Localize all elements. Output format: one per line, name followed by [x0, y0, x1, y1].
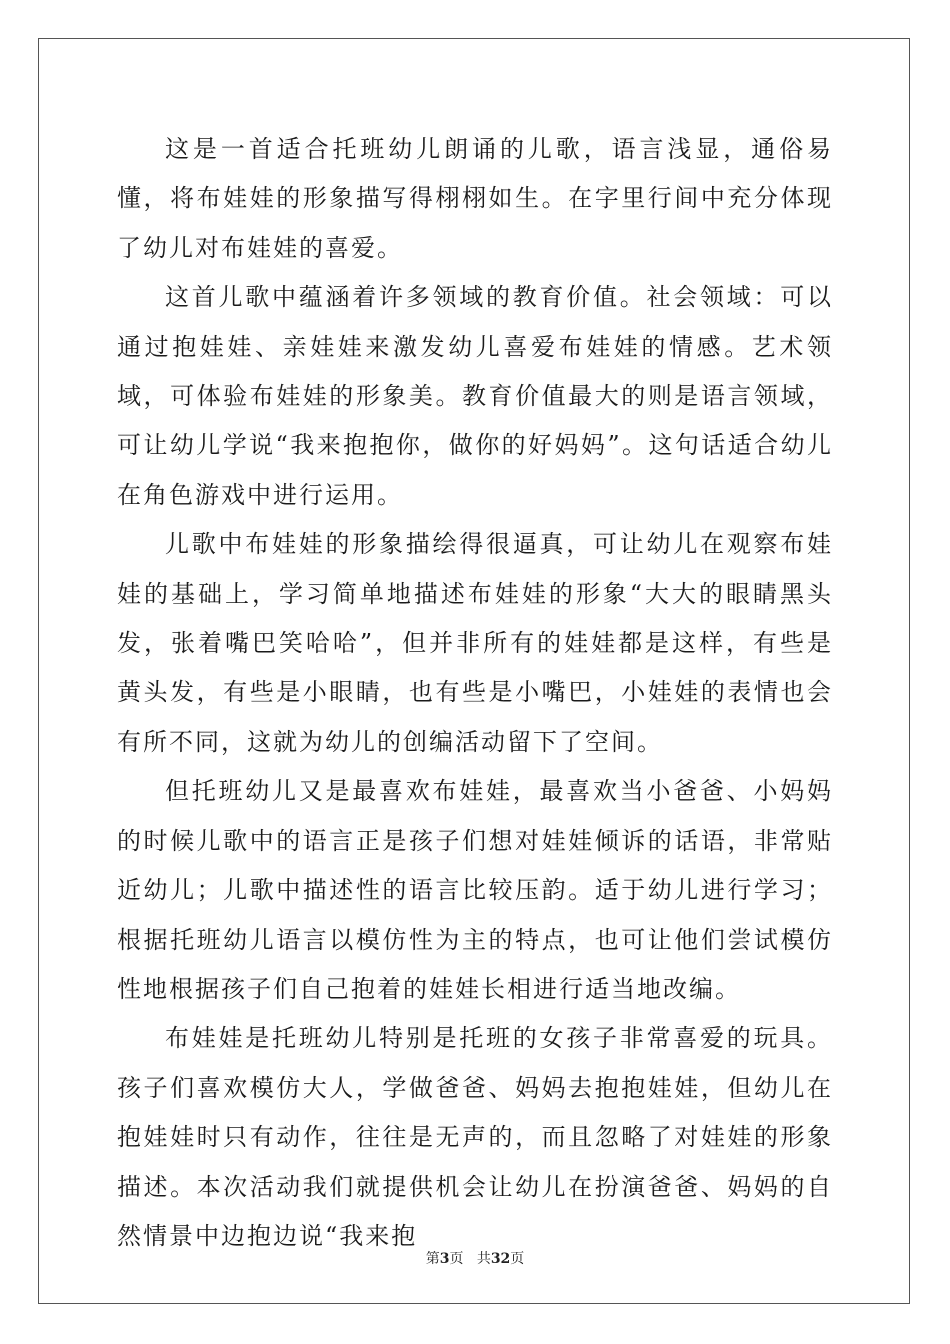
paragraph-1: 这是一首适合托班幼儿朗诵的儿歌，语言浅显，通俗易懂，将布娃娃的形象描写得栩栩如生。在字里行间中充分体现了幼儿对布娃娃的喜爱。	[117, 135, 833, 262]
page-footer	[0, 1248, 950, 1268]
page-mid: 页	[449, 1251, 464, 1267]
total-suffix: 页	[510, 1251, 525, 1267]
total-prefix: 共	[476, 1251, 491, 1267]
page-total-number: 32	[490, 1251, 511, 1267]
paragraph-5: 布娃娃是托班幼儿特别是托班的女孩子非常喜爱的玩具。孩子们喜欢模仿大人，学做爸爸、妈妈去抱抱娃娃，但幼儿在抱娃娃时只有动作，往往是无声的，而且忽略了对娃娃的形象描述。本次活动我们就提供机会让幼儿在扮演爸爸、妈妈的自然情景中边抱边说“我来抱	[117, 1024, 833, 1250]
document-body	[117, 125, 833, 1261]
paragraph-2: 这首儿歌中蕴涵着许多领域的教育价值。社会领域：可以通过抱娃娃、亲娃娃来激发幼儿喜爱布娃娃的情感。艺术领域，可体验布娃娃的形象美。教育价值最大的则是语言领域，可让幼儿学说“我来抱抱你，做你的好妈妈”。这句话适合幼儿在角色游戏中进行运用。	[117, 283, 833, 509]
paragraph-4: 但托班幼儿又是最喜欢布娃娃，最喜欢当小爸爸、小妈妈的时候儿歌中的语言正是孩子们想对娃娃倾诉的话语，非常贴近幼儿；儿歌中描述性的语言比较压韵。适于幼儿进行学习；根据托班幼儿语言以模仿性为主的特点，也可让他们尝试模仿性地根据孩子们自己抱着的娃娃长相进行适当地改编。	[117, 777, 833, 1003]
paragraph-3: 儿歌中布娃娃的形象描绘得很逼真，可让幼儿在观察布娃娃的基础上，学习简单地描述布娃娃的形象“大大的眼睛黑头发，张着嘴巴笑哈哈”，但并非所有的娃娃都是这样，有些是黄头发，有些是小眼睛，也有些是小嘴巴，小娃娃的表情也会有所不同，这就为幼儿的创编活动留下了空间。	[117, 530, 833, 756]
page-current-number: 3	[439, 1251, 450, 1267]
page-prefix: 第	[425, 1251, 440, 1267]
